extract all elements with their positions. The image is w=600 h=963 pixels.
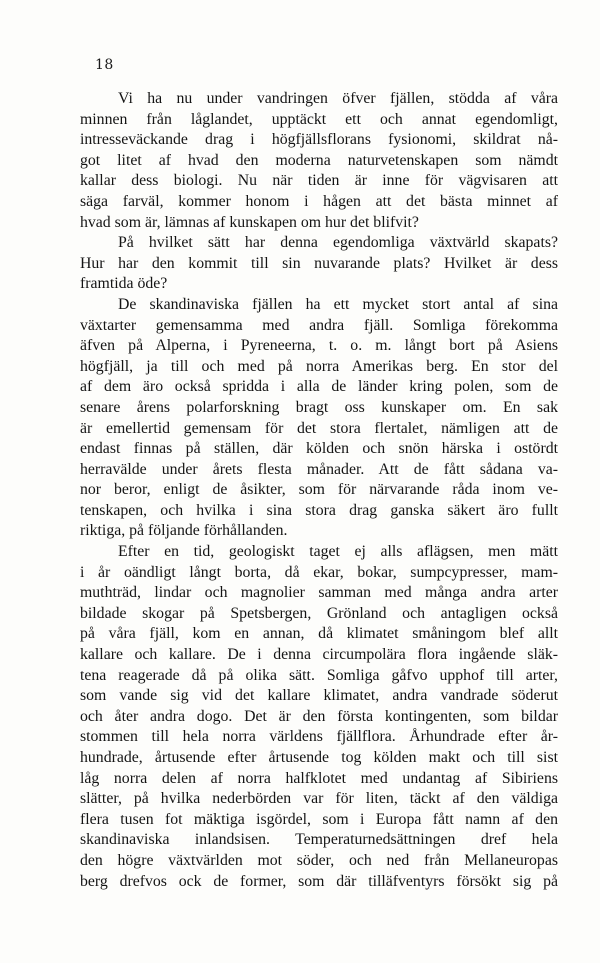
text-line: säga farväl, kommer honom i hågen att det bästa minnet af: [80, 192, 558, 210]
text-line: endast finnas på ställen, där kölden och snön härska i ostördt: [80, 440, 558, 458]
text-line: riktiga, på följande förhållanden.: [80, 522, 288, 540]
text-line: på våra fjäll, kom en annan, då klimatet småningom blef allt: [80, 625, 558, 643]
text-line: got litet af hvad den moderna naturvetenskapen som nämdt: [80, 151, 558, 169]
text-line: af dem äro också spridda i alla de länder kring polen, som de: [80, 378, 558, 396]
text-line: slätter, på hvilka nederbörden var för liten, täckt af den väldiga: [80, 790, 558, 808]
text-line: senare årens polarforskning bragt oss kunskaper om. En sak: [80, 398, 558, 416]
text-line: stommen till hela norra världens fjällflora. Århundrade efter år-: [80, 728, 558, 746]
text-line: tena reagerade då på olika sätt. Somliga gåfvo upphof till arter,: [80, 666, 558, 684]
text-line: kallare och kallare. De i denna circumpolära flora ingående släk-: [80, 646, 558, 664]
text-line: och åter andra dogo. Det är den första kontingenten, som bildar: [80, 707, 558, 725]
text-line: är emellertid gemensam för det stora flertalet, nämligen att de: [80, 419, 558, 437]
text-line: hvad som är, lämnas af kunskapen om hur det blifvit?: [80, 213, 419, 231]
text-line: i år oändligt långt borta, då ekar, bokar, sumpcypresser, mam-: [80, 563, 558, 581]
text-line: skandinaviska inlandsisen. Temperaturnedsättningen dref hela: [80, 831, 558, 849]
text-line: Efter en tid, geologiskt taget ej alls aflägsen, men mätt: [118, 543, 558, 561]
text-line: De skandinaviska fjällen ha ett mycket stort antal af sina: [118, 295, 558, 313]
text-line: kallar dess biologi. Nu när tiden är inne för vägvisaren att: [80, 172, 558, 190]
text-line: som vande sig vid det kallare klimatet, andra vandrade söderut: [80, 687, 558, 705]
text-line: muthträd, lindar och magnolier samman med många andra arter: [80, 584, 558, 602]
text-line: Vi ha nu under vandringen öfver fjällen, stödda af våra: [118, 90, 558, 107]
text-line: högfjäll, ja till och med på norra Amerikas berg. En stor del: [80, 357, 558, 375]
text-line: tenskapen, och hvilka i sina stora drag ganska säkert äro fullt: [80, 501, 558, 519]
text-line: bildade skogar på Spetsbergen, Grönland och antagligen också: [80, 604, 558, 622]
text-line: På hvilket sätt har denna egendomliga växtvärld skapats?: [118, 234, 558, 252]
text-line: växtarter gemensamma med andra fjäll. Somliga förekomma: [80, 316, 558, 334]
text-line: minnen från låglandet, upptäckt ett och annat egendomligt,: [80, 110, 558, 128]
text-line: den högre växtvärlden mot söder, och ned från Mellaneuropas: [80, 851, 558, 869]
text-line: hundrade, årtusende efter årtusende tog kölden makt och till sist: [80, 749, 558, 766]
text-line: intresseväckande drag i högfjällsflorans fysionomi, skildrat nå-: [80, 131, 558, 149]
body-text: [80, 89, 558, 892]
text-line: nor beror, enligt de åsikter, som för närvarande råda inom ve-: [80, 481, 558, 499]
text-line: låg norra delen af norra halfklotet med undantag af Sibiriens: [80, 769, 558, 787]
text-line: framtida öde?: [80, 275, 168, 293]
text-line: berg drefvos ock de former, som där tilläfventyrs försökt sig på: [80, 872, 558, 890]
page-number: 18: [95, 57, 114, 73]
text-line: flera tusen fot mäktiga isgördel, som i Europa fått namn af den: [80, 810, 558, 828]
text-line: äfven på Alperna, i Pyreneerna, t. o. m. långt bort på Asiens: [80, 337, 558, 355]
text-line: Hur har den kommit till sin nuvarande plats? Hvilket är dess: [80, 254, 558, 272]
text-line: herravälde under årets flesta månader. Att de fått sådana va-: [80, 460, 558, 478]
